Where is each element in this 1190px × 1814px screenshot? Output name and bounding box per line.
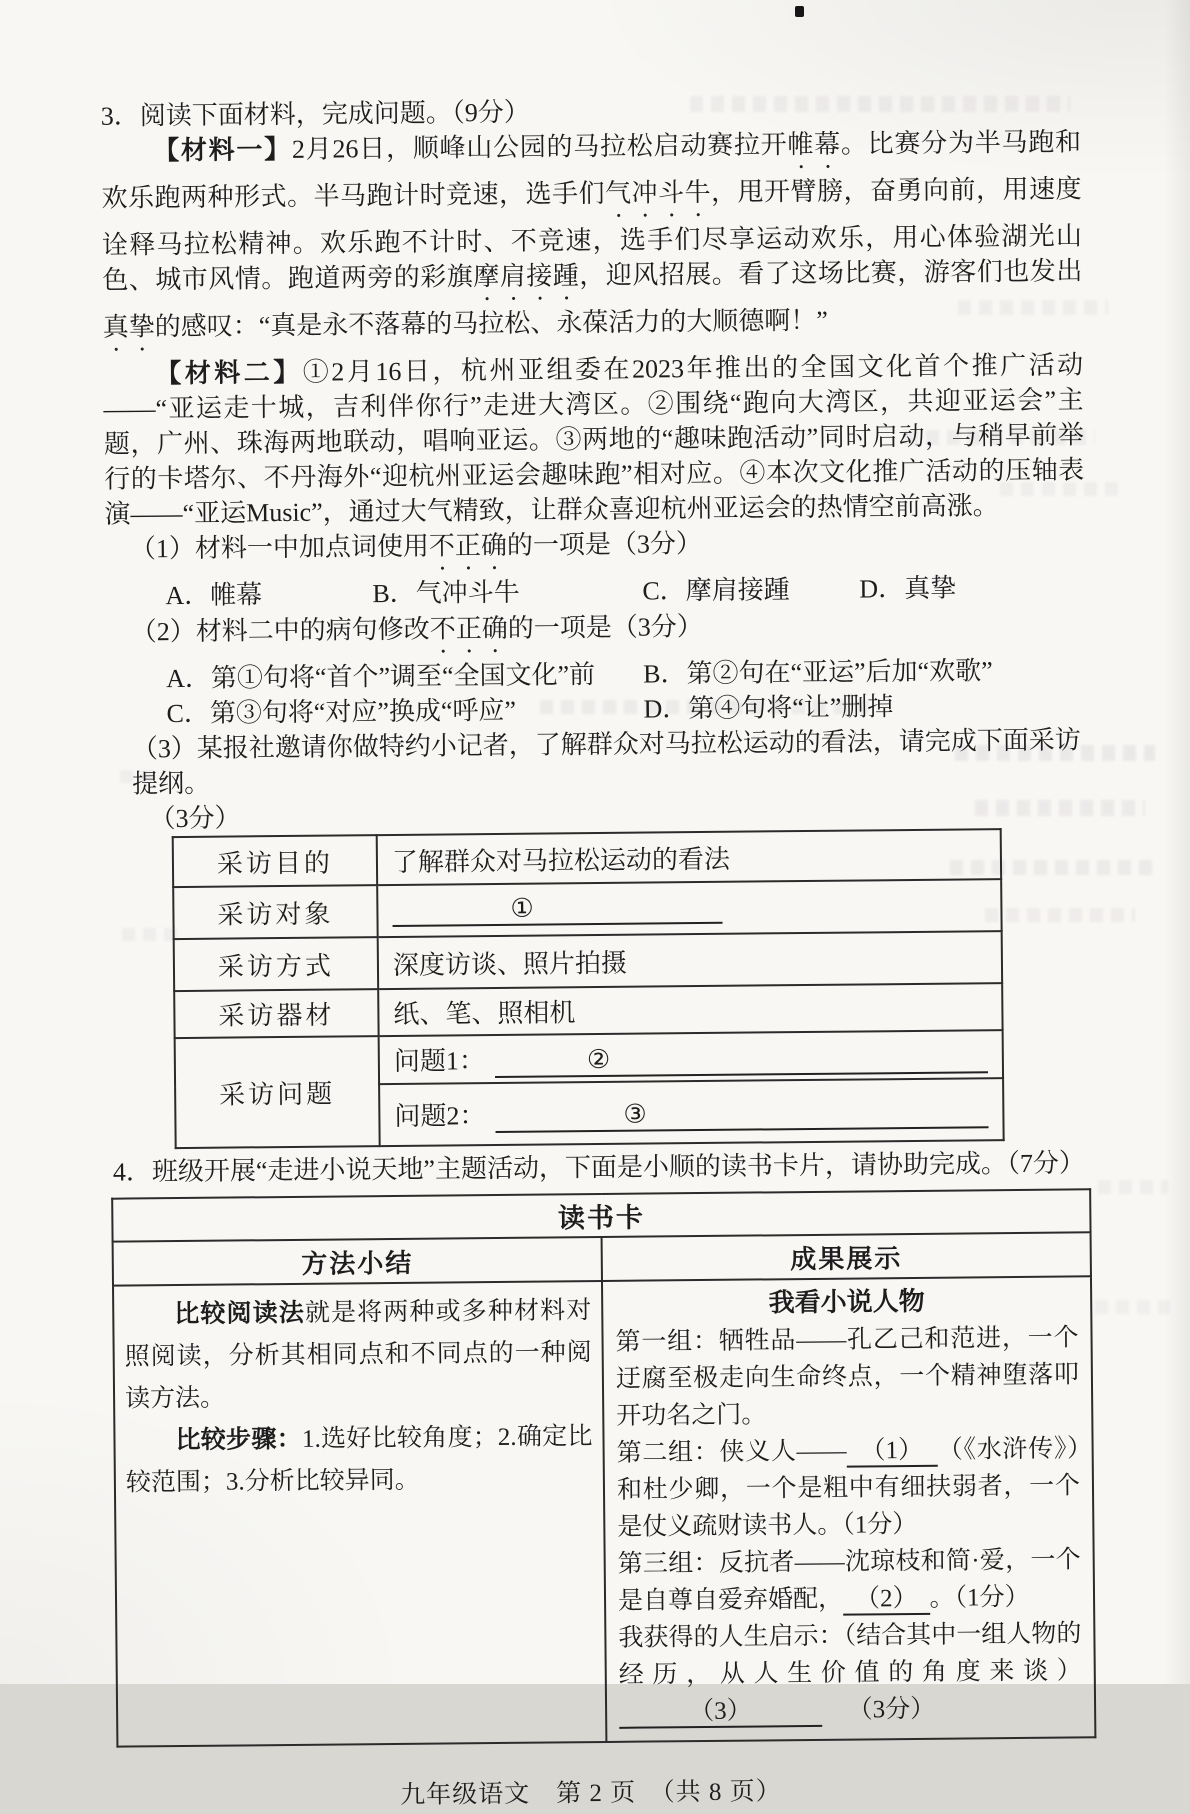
page-footer: 九年级语文 第 2 页 （共 8 页）	[400, 1778, 782, 1809]
insight-line	[618, 1615, 1082, 1730]
material-2-paragraph	[103, 347, 1085, 531]
text-run: 就是将两种或多种材料对照阅读，分析其相同点和不同点的一种阅读方法。	[124, 1297, 592, 1413]
q1-option-a: A．帷幕	[165, 580, 263, 611]
text-run: （2）材料二中的病句修改	[130, 614, 430, 647]
text-run: ，迎风招展。看了这场比赛，游客们也发出	[579, 256, 1083, 291]
q1-option-b: B．气冲斗牛	[372, 577, 520, 609]
text-run: 的一项是（3分）	[507, 611, 703, 643]
text-run: 。比赛分为半马跑和欢乐跑两种形式。半马跑计时竞速，选手们	[101, 127, 1082, 213]
interview-target-blank	[377, 879, 1001, 937]
text-run: 2月26日，顺峰山公园的马拉松启动赛拉开	[291, 130, 788, 164]
table-row	[174, 931, 1002, 991]
question-2-label: 问题2：	[394, 1101, 486, 1131]
table-row	[174, 983, 1002, 1038]
emphasized-word: 帷幕	[787, 129, 842, 160]
q2-option-c: C．第③句将“对应”换成“呼应”	[166, 695, 517, 729]
text-run: ①2月16日，杭州亚组委在2023年推出的全国文化首个推广活动——“亚运走十城，吉利伴你行”走进大湾区。②围绕“跑向大湾区，共迎亚运会”主题，广州、珠海两地联动，唱响亚运。③两地的“趣味跑活动”同时启动，与稍早前举行的卡塔尔、不丹海外“迎杭州亚运会趣味跑”相对应。④本次文化推广活动的压轴表演——“亚运Music”，通过大气精致，让群众喜迎杭州亚运会的热情空前高涨。	[103, 350, 1085, 529]
interview-question-2	[379, 1078, 1004, 1146]
text-run: 。（1分）	[929, 1583, 1030, 1612]
material-1-paragraph	[101, 124, 1083, 356]
q2-option-a: A．第①句将“首个”调至“全国文化”前	[166, 660, 596, 694]
method-term: 比较步骤：	[175, 1425, 303, 1455]
interview-purpose-label: 采访目的	[173, 835, 377, 887]
results-subtitle: 我看小说人物	[768, 1286, 925, 1318]
scan-content	[101, 89, 1097, 1813]
method-term: 比较阅读法	[174, 1299, 306, 1329]
blank-inline: （1）	[846, 1437, 937, 1468]
emphasized-word: 摩肩接踵	[473, 261, 580, 292]
emphasized-word: 不正确	[429, 613, 508, 644]
text-run: 1.选好比较角度；2.确定比较范围；3.分析比较异同。	[125, 1423, 593, 1497]
interview-equipment-value: 纸、笔、照相机	[378, 983, 1002, 1036]
bleed-through-artifact	[1095, 1300, 1170, 1314]
interview-target-label: 采访对象	[173, 885, 377, 939]
results-cell	[602, 1276, 1095, 1742]
interview-question-1	[379, 1030, 1003, 1084]
text-run: 的感叹：“真是永不落幕的马拉松、永葆活力的大顺德啊！”	[154, 305, 829, 342]
blank-line: ①	[392, 892, 722, 927]
question-4-heading: 4．班级开展“走进小说天地”主题活动，下面是小顺的读书卡片，请协助完成。（7分）	[112, 1148, 1086, 1187]
interview-outline-table	[172, 828, 1005, 1149]
emphasized-word: 不正确	[428, 530, 508, 561]
sub-question-3-score: （3分）	[149, 803, 241, 834]
text-run: （1）材料一中加点词使用	[129, 531, 430, 564]
blank-inline: （2）	[843, 1585, 930, 1616]
results-header: 成果展示	[602, 1232, 1091, 1281]
text-run: （3分）	[847, 1695, 936, 1724]
text-run: （《水浒传》）和杜少卿，一个是粗中有细扶弱者，一个是仗义疏财读书人。（1分）	[616, 1435, 1081, 1541]
reading-card-table	[111, 1188, 1096, 1747]
blank-line: ②	[495, 1041, 988, 1078]
text-run: 第二组：侠义人——	[616, 1437, 847, 1467]
text-run: 第三组：反抗者——沈琼枝和简·爱，一个是自尊自爱弃婚配，	[617, 1546, 1081, 1615]
emphasized-word: 气冲斗牛	[604, 177, 712, 208]
blank-line: ③	[495, 1096, 988, 1133]
method-summary-cell	[113, 1281, 606, 1747]
group-2-line	[616, 1430, 1080, 1545]
interview-questions-label: 采访问题	[175, 1036, 380, 1148]
method-paragraph-2	[125, 1416, 593, 1504]
text-run: ，甩开臂膀，奋勇向前，用速度诠释马拉松精神。欢乐跑不计时、不竞速，选手们尽享运动欢乐，用心体验湖光山色、城市风情。跑道两旁的彩旗	[101, 174, 1083, 295]
interview-method-value: 深度访谈、照片拍摄	[378, 931, 1002, 989]
question-1-label: 问题1：	[393, 1046, 486, 1076]
group-3-line	[618, 1541, 1082, 1619]
question-3-heading: 3．阅读下面材料，完成问题。（9分）	[100, 97, 530, 131]
table-row	[175, 1030, 1003, 1086]
method-summary-header: 方法小结	[113, 1237, 602, 1286]
method-paragraph-1	[124, 1290, 592, 1420]
q2-option-b: B．第②句在“亚运”后加“欢歌”	[643, 656, 993, 689]
emphasized-word: 真挚	[102, 312, 155, 342]
blank-inline: （3）	[619, 1697, 822, 1729]
interview-purpose-value: 了解群众对马拉松运动的看法	[377, 829, 1001, 885]
bleed-through-artifact	[1098, 1180, 1168, 1194]
text-run: 我获得的人生启示：（结合其中一组人物的经历，从人生价值的角度来谈）	[618, 1620, 1082, 1689]
q1-option-c: C．摩肩接踵	[642, 575, 790, 606]
sub-question-3-stem: （3）某报社邀请你做特约小记者，了解群众对马拉松运动的看法，请完成下面采访提纲。	[131, 725, 1081, 799]
reading-card-title: 读书卡	[112, 1189, 1090, 1241]
q1-option-d: D．真挚	[859, 573, 957, 604]
interview-equipment-label: 采访器材	[174, 989, 378, 1038]
material-1-label: 【材料一】	[152, 134, 293, 166]
scan-speck	[795, 6, 804, 17]
table-row	[173, 829, 1001, 887]
material-2-label: 【材料二】	[155, 357, 303, 389]
q2-option-d: D．第④句将“让”删掉	[643, 692, 894, 724]
group-1-line: 第一组：牺牲品——孔乙己和范进，一个迂腐至极走向生命终点，一个精神堕落叩开功名之门。	[615, 1324, 1080, 1430]
text-run: 的一项是（3分）	[506, 528, 703, 560]
table-row	[113, 1276, 1095, 1746]
table-row	[173, 879, 1001, 939]
interview-method-label: 采访方式	[174, 937, 378, 991]
